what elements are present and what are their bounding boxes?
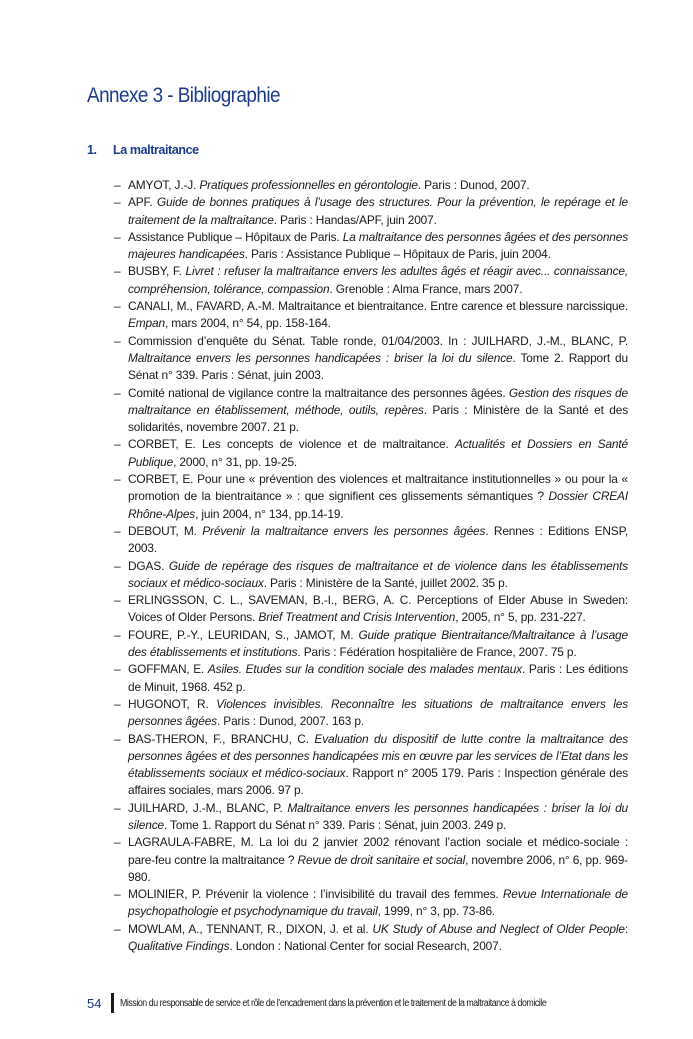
bibliography-entry: [114, 921, 628, 956]
bibliography-entry: [114, 731, 628, 800]
entry-text: , mars 2004, n° 54, pp. 158-164.: [164, 316, 331, 331]
entry-text: . Paris : Dunod, 2007. 163 p.: [216, 714, 365, 729]
entry-dash: –: [114, 523, 121, 538]
entry-text: Assistance Publique – Hôpitaux de Paris.: [128, 229, 343, 244]
entry-text: HUGONOT, R.: [128, 696, 217, 711]
bibliography-entry: [114, 696, 628, 731]
entry-dash: –: [114, 333, 121, 348]
entry-dash: –: [114, 195, 121, 210]
bibliography-entry: [114, 177, 628, 194]
entry-text: . Paris : Ministère de la Santé et des solidarités, novembre 2007. 21 p.: [128, 402, 628, 435]
entry-text: FOURE, P.-Y., LEURIDAN, S., JAMOT, M.: [128, 627, 359, 642]
entry-title-italic: Brief Treatment and Crisis Intervention: [258, 610, 456, 625]
bibliography-entry: [114, 298, 628, 333]
entry-title-italic: UK Study of Abuse and Neglect of Older People: [372, 921, 625, 936]
entry-text: Commission d’enquête du Sénat. Table ronde, 01/04/2003. In : JUILHARD, J.-M., BLANC, P.: [128, 333, 628, 348]
entry-dash: –: [114, 627, 121, 642]
entry-dash: –: [114, 558, 121, 573]
entry-dash: –: [114, 229, 121, 244]
page-footer: [87, 992, 604, 1014]
entry-text: . Paris : Assistance Publique – Hôpitaux de Paris, juin 2004.: [244, 247, 551, 262]
entry-title-italic: Revue Internationale de psychopathologie et psychodynamique du travail: [128, 887, 628, 919]
entry-title-italic: Guide de bonnes pratiques à l’usage des structures. Pour la prévention, le repérage et le traitement de la maltraitance: [128, 195, 628, 227]
entry-title-italic: Maltraitance envers les personnes handicapées : briser la loi du silence: [128, 350, 513, 365]
entry-text: . Paris : Les éditions de Minuit, 1968. 452 p.: [128, 662, 628, 694]
entry-title-italic: Violences invisibles. Reconnaître les situations de maltraitance envers les personnes âgées: [128, 696, 628, 729]
entry-dash: –: [114, 178, 121, 192]
entry-text: . Tome 1. Rapport du Sénat n° 339. Paris : Sénat, juin 2003. 249 p.: [163, 817, 507, 832]
entry-text: LAGRAULA-FABRE, M. La loi du 2 janvier 2002 rénovant l’action sociale et médico-sociale : pare-feu contre la maltraitance ?: [128, 835, 628, 867]
entry-title-italic: Guide pratique Bientraitance/Maltraitance à l’usage des établissements et institutions: [128, 627, 628, 660]
bibliography-entry: [114, 263, 628, 298]
entry-dash: –: [114, 835, 121, 850]
bibliography-entry: [114, 471, 628, 523]
entry-dash: –: [114, 731, 121, 746]
entry-text: BUSBY, F.: [128, 264, 186, 279]
entry-dash: –: [114, 696, 121, 711]
entry-text: . Paris : Dunod, 2007.: [417, 178, 530, 192]
bibliography-entry: [114, 558, 628, 593]
entry-dash: –: [114, 385, 121, 400]
entry-text: . Paris : Fédération hospitalière de France, 2007. 75 p.: [297, 645, 577, 660]
entry-text: , 2005, n° 5, pp. 231-227.: [455, 610, 586, 625]
entry-text: . Tome 2. Rapport du Sénat n° 339. Paris : Sénat, juin 2003.: [128, 350, 628, 383]
entry-text: CORBET, E. Les concepts de violence et de maltraitance.: [128, 437, 455, 452]
entry-text: MOLINIER, P. Prévenir la violence : l’invisibilité du travail des femmes.: [128, 887, 503, 902]
entry-title-italic: La maltraitance des personnes âgées et des personnes majeures handicapées: [128, 229, 628, 262]
entry-title-italic: Asiles. Etudes sur la condition sociale des malades mentaux: [207, 662, 523, 677]
entry-dash: –: [114, 887, 121, 902]
section-heading: [87, 143, 199, 157]
footer-divider: [111, 993, 114, 1013]
section-title: La maltraitance: [113, 143, 199, 157]
bibliography-entry: [114, 661, 628, 696]
entry-text: JUILHARD, J.-M., BLANC, P.: [128, 800, 288, 815]
entry-title-italic: Revue de droit sanitaire et social: [297, 852, 466, 867]
entry-text: AMYOT, J.-J.: [128, 178, 200, 192]
entry-text: :: [624, 921, 628, 936]
bibliography-entry: [114, 333, 628, 385]
bibliography-entry: [114, 523, 628, 558]
entry-title-italic: Pratiques professionnelles en gérontologie: [199, 178, 418, 192]
entry-text: DGAS.: [128, 558, 169, 573]
bibliography-entry: [114, 385, 628, 437]
entry-text: . Grenoble : Alma France, mars 2007.: [329, 281, 523, 296]
entry-text: . Paris : Handas/APF, juin 2007.: [273, 212, 437, 227]
entry-text: . Rennes : Editions ENSP, 2003.: [128, 523, 628, 556]
bibliography-entry: [114, 436, 628, 471]
entry-title-italic: Prévenir la maltraitance envers les personnes âgées: [202, 523, 486, 538]
annex-title: Annexe 3 - Bibliographie: [87, 84, 280, 107]
entry-text: . Rapport n° 2005 179. Paris : Inspection générale des affaires sociales, mars 2006. 97 p.: [128, 766, 628, 798]
page-number: 54: [87, 995, 102, 1011]
entry-dash: –: [114, 437, 121, 452]
entry-dash: –: [114, 299, 121, 314]
entry-title-italic: Livret : refuser la maltraitance envers les adultes âgés et réagir avec... connaissance, compréhension, tolérance, compassion: [128, 264, 628, 296]
entry-text: MOWLAM, A., TENNANT, R., DIXON, J. et al.: [128, 921, 373, 936]
entry-text: APF.: [128, 195, 157, 210]
entry-text: GOFFMAN, E.: [128, 662, 208, 677]
entry-title-italic: Actualités et Dossiers en Santé Publique: [128, 437, 628, 469]
entry-text: BAS-THERON, F., BRANCHU, C.: [128, 731, 315, 746]
bibliography-entry: [114, 229, 628, 264]
bibliography-entry: [114, 592, 628, 627]
footer-document-title: Mission du responsable de service et rôle de l’encadrement dans la prévention et le traitement de la maltraitance à domicile: [119, 997, 547, 1009]
section-number: 1.: [87, 143, 97, 157]
entry-title-italic: Gestion des risques de maltraitance en établissement, méthode, outils, repères: [128, 385, 628, 417]
entry-dash: –: [114, 662, 121, 677]
entry-text: . London : National Center for social Research, 2007.: [229, 939, 502, 954]
entry-text: CANALI, M., FAVARD, A.-M. Maltraitance et bientraitance. Entre carence et blessure narcissique.: [128, 299, 628, 314]
entry-text: , 1999, n° 3, pp. 73-86.: [377, 904, 496, 919]
bibliography-entry: [114, 834, 628, 886]
entry-text: , 2000, n° 31, pp. 19-25.: [173, 454, 298, 469]
entry-title-italic: Evaluation du dispositif de lutte contre la maltraitance des personnes âgées et des personnes handicapées mis en œuvre par les services de l’Etat dans les établissements sociaux et médico-sociaux: [128, 731, 628, 781]
entry-dash: –: [114, 472, 121, 487]
bibliography-list: [114, 177, 628, 955]
entry-text: , novembre 2006, n° 6, pp. 969-980.: [128, 852, 628, 884]
bibliography-entry: [114, 627, 628, 662]
entry-title-italic: Guide de repérage des risques de maltraitance et de violence dans les établissements sociaux et médico-sociaux: [128, 558, 629, 590]
entry-dash: –: [114, 264, 121, 279]
entry-text: DEBOUT, M.: [128, 523, 203, 538]
entry-text: Comité national de vigilance contre la maltraitance des personnes âgées.: [128, 385, 509, 400]
entry-dash: –: [114, 921, 121, 936]
entry-title-italic: Dossier CREAI Rhône-Alpes: [128, 489, 628, 521]
entry-dash: –: [114, 800, 121, 815]
entry-title-italic: Maltraitance envers les personnes handicapées : briser la loi du silence: [128, 800, 629, 832]
entry-text: CORBET, E. Pour une « prévention des violences et maltraitance institutionnelles » ou pour la « promotion de la bientraitance » : que signifient ces glissements sémantiques ?: [128, 472, 628, 504]
entry-title-italic: Qualitative Findings: [128, 939, 230, 954]
entry-title-italic: Empan: [128, 316, 165, 331]
entry-text: ERLINGSSON, C. L., SAVEMAN, B.-I., BERG, A. C. Perceptions of Elder Abuse in Sweden: Voices of Older Persons.: [128, 593, 628, 625]
bibliography-entry: [114, 800, 628, 835]
bibliography-entry: [114, 886, 628, 921]
entry-dash: –: [114, 593, 121, 608]
entry-text: , juin 2004, n° 134, pp.14-19.: [195, 506, 344, 521]
bibliography-entry: [114, 194, 628, 229]
entry-text: . Paris : Ministère de la Santé, juillet 2002. 35 p.: [263, 575, 508, 590]
